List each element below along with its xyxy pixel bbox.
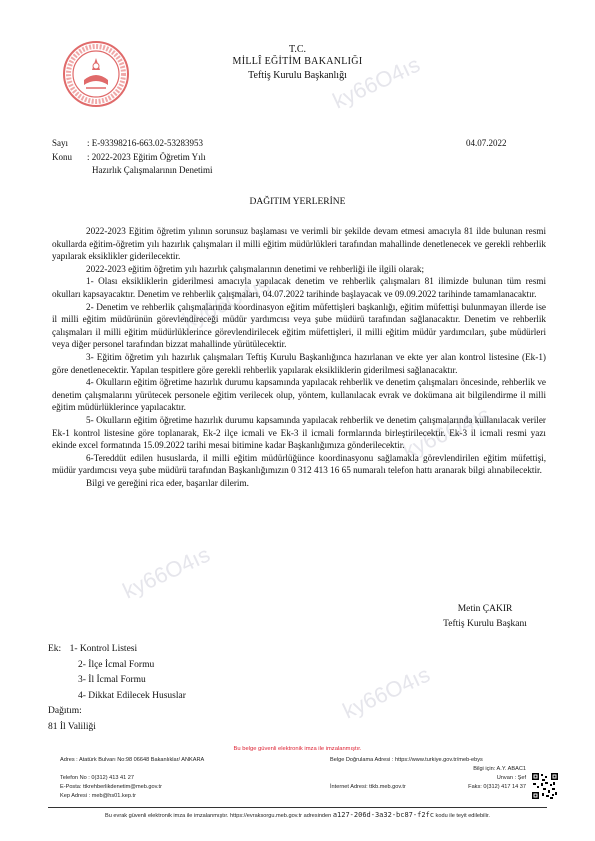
watermark: ky66O4ıs [328, 51, 424, 114]
distribution-title: DAĞITIM YERLERİNE [249, 197, 346, 207]
footer-fax: Faks: 0(312) 417 14 37 [468, 784, 526, 790]
watermark: ky66O4ıs [178, 271, 274, 334]
konu-value: : 2022-2023 Eğitim Öğretim Yılı [87, 152, 206, 162]
sayi-value: : E-93398216-663.02-53283953 [87, 138, 203, 148]
paragraph: 5- Okulların eğitim öğretime hazırlık durumu kapsamında yapılacak rehberlik ve denetim çalışmalarında kullanılacak veriler Ek-1 kontrol listesine göre toplanarak, Ek-2 ilçe icmali ve Ek-3 il icmali formlarında birleştirilecektir. Ek-3 il icmali resmi yazı ekinde excel formatında 15.09.2022 tarihi mesai bitimine kadar Başkanlığımıza gönderilecektir. [52, 414, 546, 451]
paragraph: 2022-2023 Eğitim öğretim yılının sorunsuz başlaması ve verimli bir şekilde devam etmesi amacıyla 81 ilde bulunan resmi okullarda eğitim-öğretim yılı hazırlık çalışmaları il milli eğitim müdürlükleri tarafından mahallinde denetlenecek ve gerekli rehberlik yapılarak eksiklikler giderilecektir. [52, 226, 546, 262]
paragraph: 3- Eğitim öğretim yılı hazırlık çalışmaları Teftiş Kurulu Başkanlığınca hazırlanan ve ekte yer alan kontrol listesine (Ek-1) göre denetlenecektir. Yapılan tespitlere göre gerekli rehberlik yapılarak eksikliklerin giderilmesi sağlanacaktır. [52, 351, 546, 375]
footer-internet[interactable]: İnternet Adresi: ttkb.meb.gov.tr [330, 784, 406, 790]
konu-label: Konu [52, 152, 72, 162]
watermark: ky66O4ıs [118, 541, 214, 604]
header-ministry: MİLLÎ EĞİTİM BAKANLIĞI [232, 56, 363, 67]
footer-info: Bilgi için: A.Y. ABAC1 [473, 766, 526, 772]
qr-code-icon [532, 773, 558, 799]
letter-body [52, 225, 546, 489]
signatory-title: Teftiş Kurulu Başkanı [443, 619, 527, 629]
paragraph: Bilgi ve gereğini rica eder, başarılar dilerim. [86, 477, 249, 488]
bottom-note-prefix: Bu evrak güvenli elektronik imza ile imzalanmıştır. https://evraksorgu.meb.gov.tr adresinden [105, 813, 332, 819]
footer-phone: Telefon No : 0(312) 413 41 27 [60, 775, 135, 781]
footer-email[interactable]: E-Posta: ttkrehberlikdenetim@meb.gov.tr [60, 784, 162, 790]
konu-value-2: Hazırlık Çalışmalarının Denetimi [92, 165, 213, 175]
paragraph: 2- Denetim ve rehberlik çalışmalarında koordinasyon eğitim müfettişleri başkanlığı, eğitim müfettişi bulunmayan illerde ise il milli eğitim müdürünün görevlendireceği müdür yardımcısı veya şube müdürü tarafından sağlanacaktır. Denetim ve rehberlik çalışmaları il milli eğitim müdürlüklerince görevlendirilecek eğitim müfettişleri, il milli eğitim müdür yardımcıları, şube müdürleri veya diğer personel tarafından bizzat mahallinde yürütülecektir. [52, 301, 546, 350]
verification-code: a127-206d-3a32-bc87-f2fc [332, 811, 434, 819]
paragraph: 2022-2023 eğitim öğretim yılı hazırlık çalışmalarının denetimi ve rehberliği ile ilgili olarak; [86, 263, 425, 274]
paragraph: 4- Okulların eğitim öğretime hazırlık durumu kapsamında yapılacak rehberlik ve denetim çalışmaları öncesinde, rehberlik ve denetim çalışmalarını yürütecek personele eğitim verilecek olup, yöntem, kullanılacak evrak ve dokümana ait bilgilendirme il milli eğitim müdürlüklerince yapılacaktır. [52, 377, 546, 413]
footer-bottom-note [0, 811, 595, 819]
distribution-label: Dağıtım: [48, 706, 82, 716]
footer-verify-url[interactable]: Belge Doğrulama Adresi : https://www.turkiye.gov.tr/meb-ebys [330, 757, 483, 763]
watermark: ky66O4ıs [338, 661, 434, 724]
esign-notice: Bu belge güvenli elektronik imza ile imzalanmıştır. [233, 746, 362, 752]
footer-address: Adres : Atatürk Bulvarı No:98 06648 Bakanlıklar/ ANKARA [60, 757, 205, 763]
attachment-item: 1- Kontrol Listesi [69, 644, 138, 654]
footer-divider [48, 807, 547, 808]
attachments-label: Ek: [48, 644, 62, 654]
footer-unvan: Unvan : Şef [496, 775, 526, 781]
attachment-item: 2- İlçe İcmal Formu [78, 659, 155, 670]
bottom-note-suffix: kodu ile teyit edilebilir. [435, 813, 490, 819]
header-department: Teftiş Kurulu Başkanlığı [248, 70, 347, 81]
paragraph: 6-Tereddüt edilen hususlarda, il milli eğitim müdürlüğünce koordinasyonu sağlamakla görevlendirilen eğitim müfettişi, müdür yardımcısı veya şube müdürü tarafından Başkanlığımızın 0 312 413 16 65 numaralı telefon hattı aranarak bilgi alınabilecektir. [52, 452, 546, 476]
watermark: ky66O4ıs [398, 401, 494, 464]
header-tc: T.C. [288, 44, 307, 55]
distribution-value: 81 İl Valiliği [48, 721, 96, 732]
attachments [48, 642, 186, 735]
document-date: 04.07.2022 [466, 138, 507, 148]
attachment-item: 4- Dikkat Edilecek Hususlar [78, 690, 186, 701]
sayi-label: Sayı [52, 138, 69, 148]
footer-kep: Kep Adresi : meb@hs01.kep.tr [60, 793, 136, 799]
signatory-name: Metin ÇAKIR [457, 604, 513, 614]
attachment-item: 3- İl İcmal Formu [78, 675, 146, 685]
paragraph: 1- Olası eksikliklerin giderilmesi amacıyla yapılacak denetim ve rehberlik çalışmaları 81 ilimizde bulunan tüm resmi okulları kapsayacaktır. Denetim ve rehberlik çalışmaları, 04.07.2022 tarihinde başlayacak ve 09.09.2022 tarihinde tamamlanacaktır. [52, 276, 546, 299]
